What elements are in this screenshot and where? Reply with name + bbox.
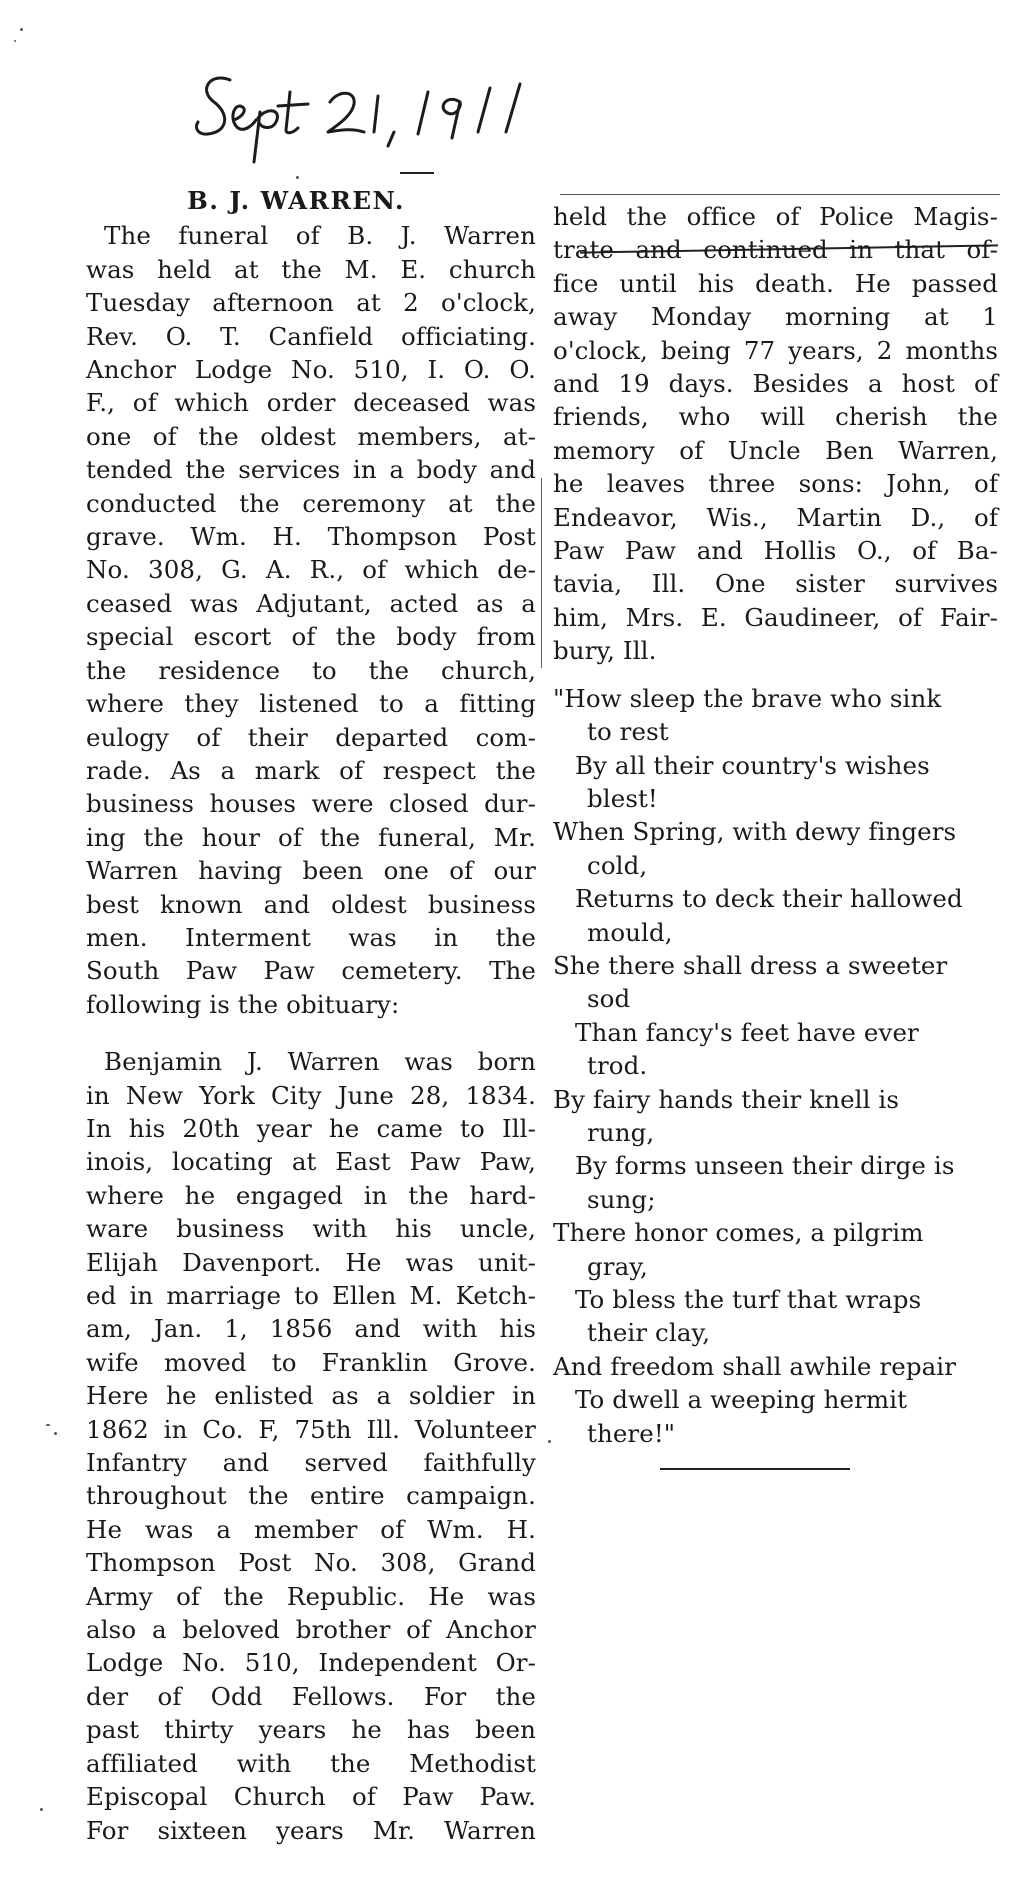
- speck: [14, 40, 16, 42]
- text-line: Thompson Post No. 308, Grand: [86, 1548, 536, 1578]
- text-line: Infantry and served faithfully: [86, 1448, 536, 1478]
- text-line: wife moved to Franklin Grove.: [86, 1347, 536, 1377]
- text-line: ware business with his uncle,: [86, 1214, 536, 1244]
- top-rule-right: [560, 194, 1000, 195]
- text-line: he leaves three sons: John, of: [553, 469, 998, 499]
- speck: [296, 176, 299, 179]
- text-line: Lodge No. 510, Independent Or-: [86, 1648, 536, 1678]
- speck: [548, 1440, 551, 1443]
- handwritten-date-drawing: [190, 62, 570, 172]
- top-rule-left: [400, 172, 434, 174]
- poem-line: To bless the turf that wraps: [575, 1285, 922, 1314]
- poem-line: Returns to deck their hallowed: [575, 884, 963, 914]
- text-line: grave. Wm. H. Thompson Post: [86, 522, 536, 552]
- text-line: and 19 days. Besides a host of: [553, 369, 998, 399]
- text-line: In his 20th year he came to Ill-: [86, 1113, 536, 1143]
- text-line: The funeral of B. J. Warren: [104, 221, 536, 251]
- text-line: fice until his death. He passed: [553, 268, 998, 298]
- text-line: was held at the M. E. church: [86, 254, 536, 284]
- text-line: For sixteen years Mr. Warren: [86, 1815, 536, 1845]
- text-line: Army of the Republic. He was: [86, 1581, 536, 1611]
- text-line: tavia, Ill. One sister survives: [553, 569, 998, 599]
- text-line: where they listened to a fitting: [86, 689, 536, 719]
- text-line: eulogy of their departed com-: [86, 722, 536, 752]
- text-line: o'clock, being 77 years, 2 months: [553, 335, 998, 365]
- poem-line: sod: [587, 984, 631, 1014]
- text-line: bury, Ill.: [553, 636, 657, 666]
- article-headline: [86, 184, 536, 217]
- poem-line: By fairy hands their knell is: [553, 1084, 900, 1114]
- poem-line: trod.: [587, 1051, 648, 1081]
- text-line: tended the services in a body and: [86, 455, 536, 485]
- text-line: best known and oldest business: [86, 889, 536, 919]
- text-line: special escort of the body from: [86, 622, 536, 652]
- left-column: [86, 184, 536, 1847]
- text-line: ceased was Adjutant, acted as a: [86, 588, 536, 618]
- poem-line: By all their country's wishes: [575, 750, 930, 780]
- text-line: Episcopal Church of Paw Paw.: [86, 1782, 536, 1812]
- text-line: Rev. O. T. Canfield officiating.: [86, 321, 536, 351]
- text-line: Tuesday afternoon at 2 o'clock,: [86, 288, 536, 318]
- speck: [40, 1808, 43, 1811]
- poem-line: mould,: [587, 917, 673, 947]
- headline-text: B. J. WARREN.: [187, 186, 405, 215]
- text-line: throughout the entire campaign.: [86, 1481, 536, 1511]
- text-line: He was a member of Wm. H.: [86, 1514, 536, 1544]
- paragraph-gap: [86, 1021, 536, 1045]
- speck: [54, 1432, 57, 1435]
- text-line: ing the hour of the funeral, Mr.: [86, 822, 536, 852]
- poem-line: their clay,: [587, 1318, 711, 1348]
- left-column-text: [86, 219, 536, 1847]
- text-line: Paw Paw and Hollis O., of Ba-: [553, 536, 998, 566]
- poem-line: gray,: [587, 1251, 648, 1281]
- text-line: men. Interment was in the: [86, 922, 536, 952]
- text-line: South Paw Paw cemetery. The: [86, 956, 536, 986]
- text-line: friends, who will cherish the: [553, 402, 998, 432]
- column-divider: [541, 478, 542, 668]
- handwritten-date: [190, 62, 570, 172]
- poem-line: To dwell a weeping hermit: [575, 1385, 908, 1415]
- right-column: [553, 200, 998, 1450]
- speck: [46, 1424, 50, 1426]
- right-column-text: [553, 200, 998, 668]
- text-line: business houses were closed dur-: [86, 789, 536, 819]
- text-line: the residence to the church,: [86, 655, 536, 685]
- speck: [20, 28, 23, 31]
- text-line: Anchor Lodge No. 510, I. O. O.: [86, 355, 536, 385]
- poem-line: She there shall dress a sweeter: [553, 950, 948, 980]
- text-line: conducted the ceremony at the: [86, 488, 536, 518]
- text-line: Benjamin J. Warren was born: [104, 1047, 536, 1077]
- poem-end-rule: [660, 1468, 850, 1470]
- text-line: following is the obituary:: [86, 989, 400, 1019]
- poem-line: And freedom shall awhile repair: [553, 1351, 957, 1381]
- poem: [553, 682, 998, 1450]
- poem-line: rung,: [587, 1117, 655, 1147]
- poem-line: There honor comes, a pilgrim: [553, 1218, 924, 1248]
- text-line: Elijah Davenport. He was unit-: [86, 1247, 536, 1277]
- text-line: where he engaged in the hard-: [86, 1180, 536, 1210]
- poem-line: there!": [587, 1418, 676, 1448]
- text-line: held the office of Police Magis-: [553, 202, 998, 231]
- text-line: Endeavor, Wis., Martin D., of: [553, 502, 998, 532]
- text-line: memory of Uncle Ben Warren,: [553, 435, 998, 465]
- text-line: in New York City June 28, 1834.: [86, 1080, 536, 1110]
- text-line: one of the oldest members, at-: [86, 421, 536, 451]
- text-line: No. 308, G. A. R., of which de-: [86, 555, 536, 585]
- text-line: F., of which order deceased was: [86, 388, 536, 418]
- text-line: der of Odd Fellows. For the: [86, 1681, 536, 1711]
- text-line: ed in marriage to Ellen M. Ketch-: [86, 1281, 536, 1310]
- poem-line: to rest: [587, 717, 669, 747]
- text-line: trate and continued in that of-: [553, 235, 998, 265]
- text-line: away Monday morning at 1: [553, 302, 998, 332]
- poem-line: sung;: [587, 1184, 656, 1214]
- poem-line: cold,: [587, 850, 648, 880]
- text-line: affiliated with the Methodist: [86, 1748, 536, 1778]
- poem-line: By forms unseen their dirge is: [575, 1151, 955, 1181]
- text-line: also a beloved brother of Anchor: [86, 1615, 536, 1645]
- poem-line: blest!: [587, 783, 658, 813]
- text-line: am, Jan. 1, 1856 and with his: [86, 1314, 536, 1344]
- text-line: him, Mrs. E. Gaudineer, of Fair-: [553, 602, 998, 632]
- text-line: past thirty years he has been: [86, 1715, 536, 1745]
- text-line: inois, locating at East Paw Paw,: [86, 1147, 536, 1177]
- poem-line: "How sleep the brave who sink: [553, 683, 942, 713]
- text-line: Here he enlisted as a soldier in: [86, 1381, 536, 1411]
- text-line: Warren having been one of our: [86, 856, 536, 886]
- poem-line: When Spring, with dewy fingers: [553, 817, 957, 847]
- poem-line: Than fancy's feet have ever: [575, 1017, 919, 1047]
- text-line: 1862 in Co. F, 75th Ill. Volunteer: [86, 1414, 536, 1444]
- text-line: rade. As a mark of respect the: [86, 755, 536, 785]
